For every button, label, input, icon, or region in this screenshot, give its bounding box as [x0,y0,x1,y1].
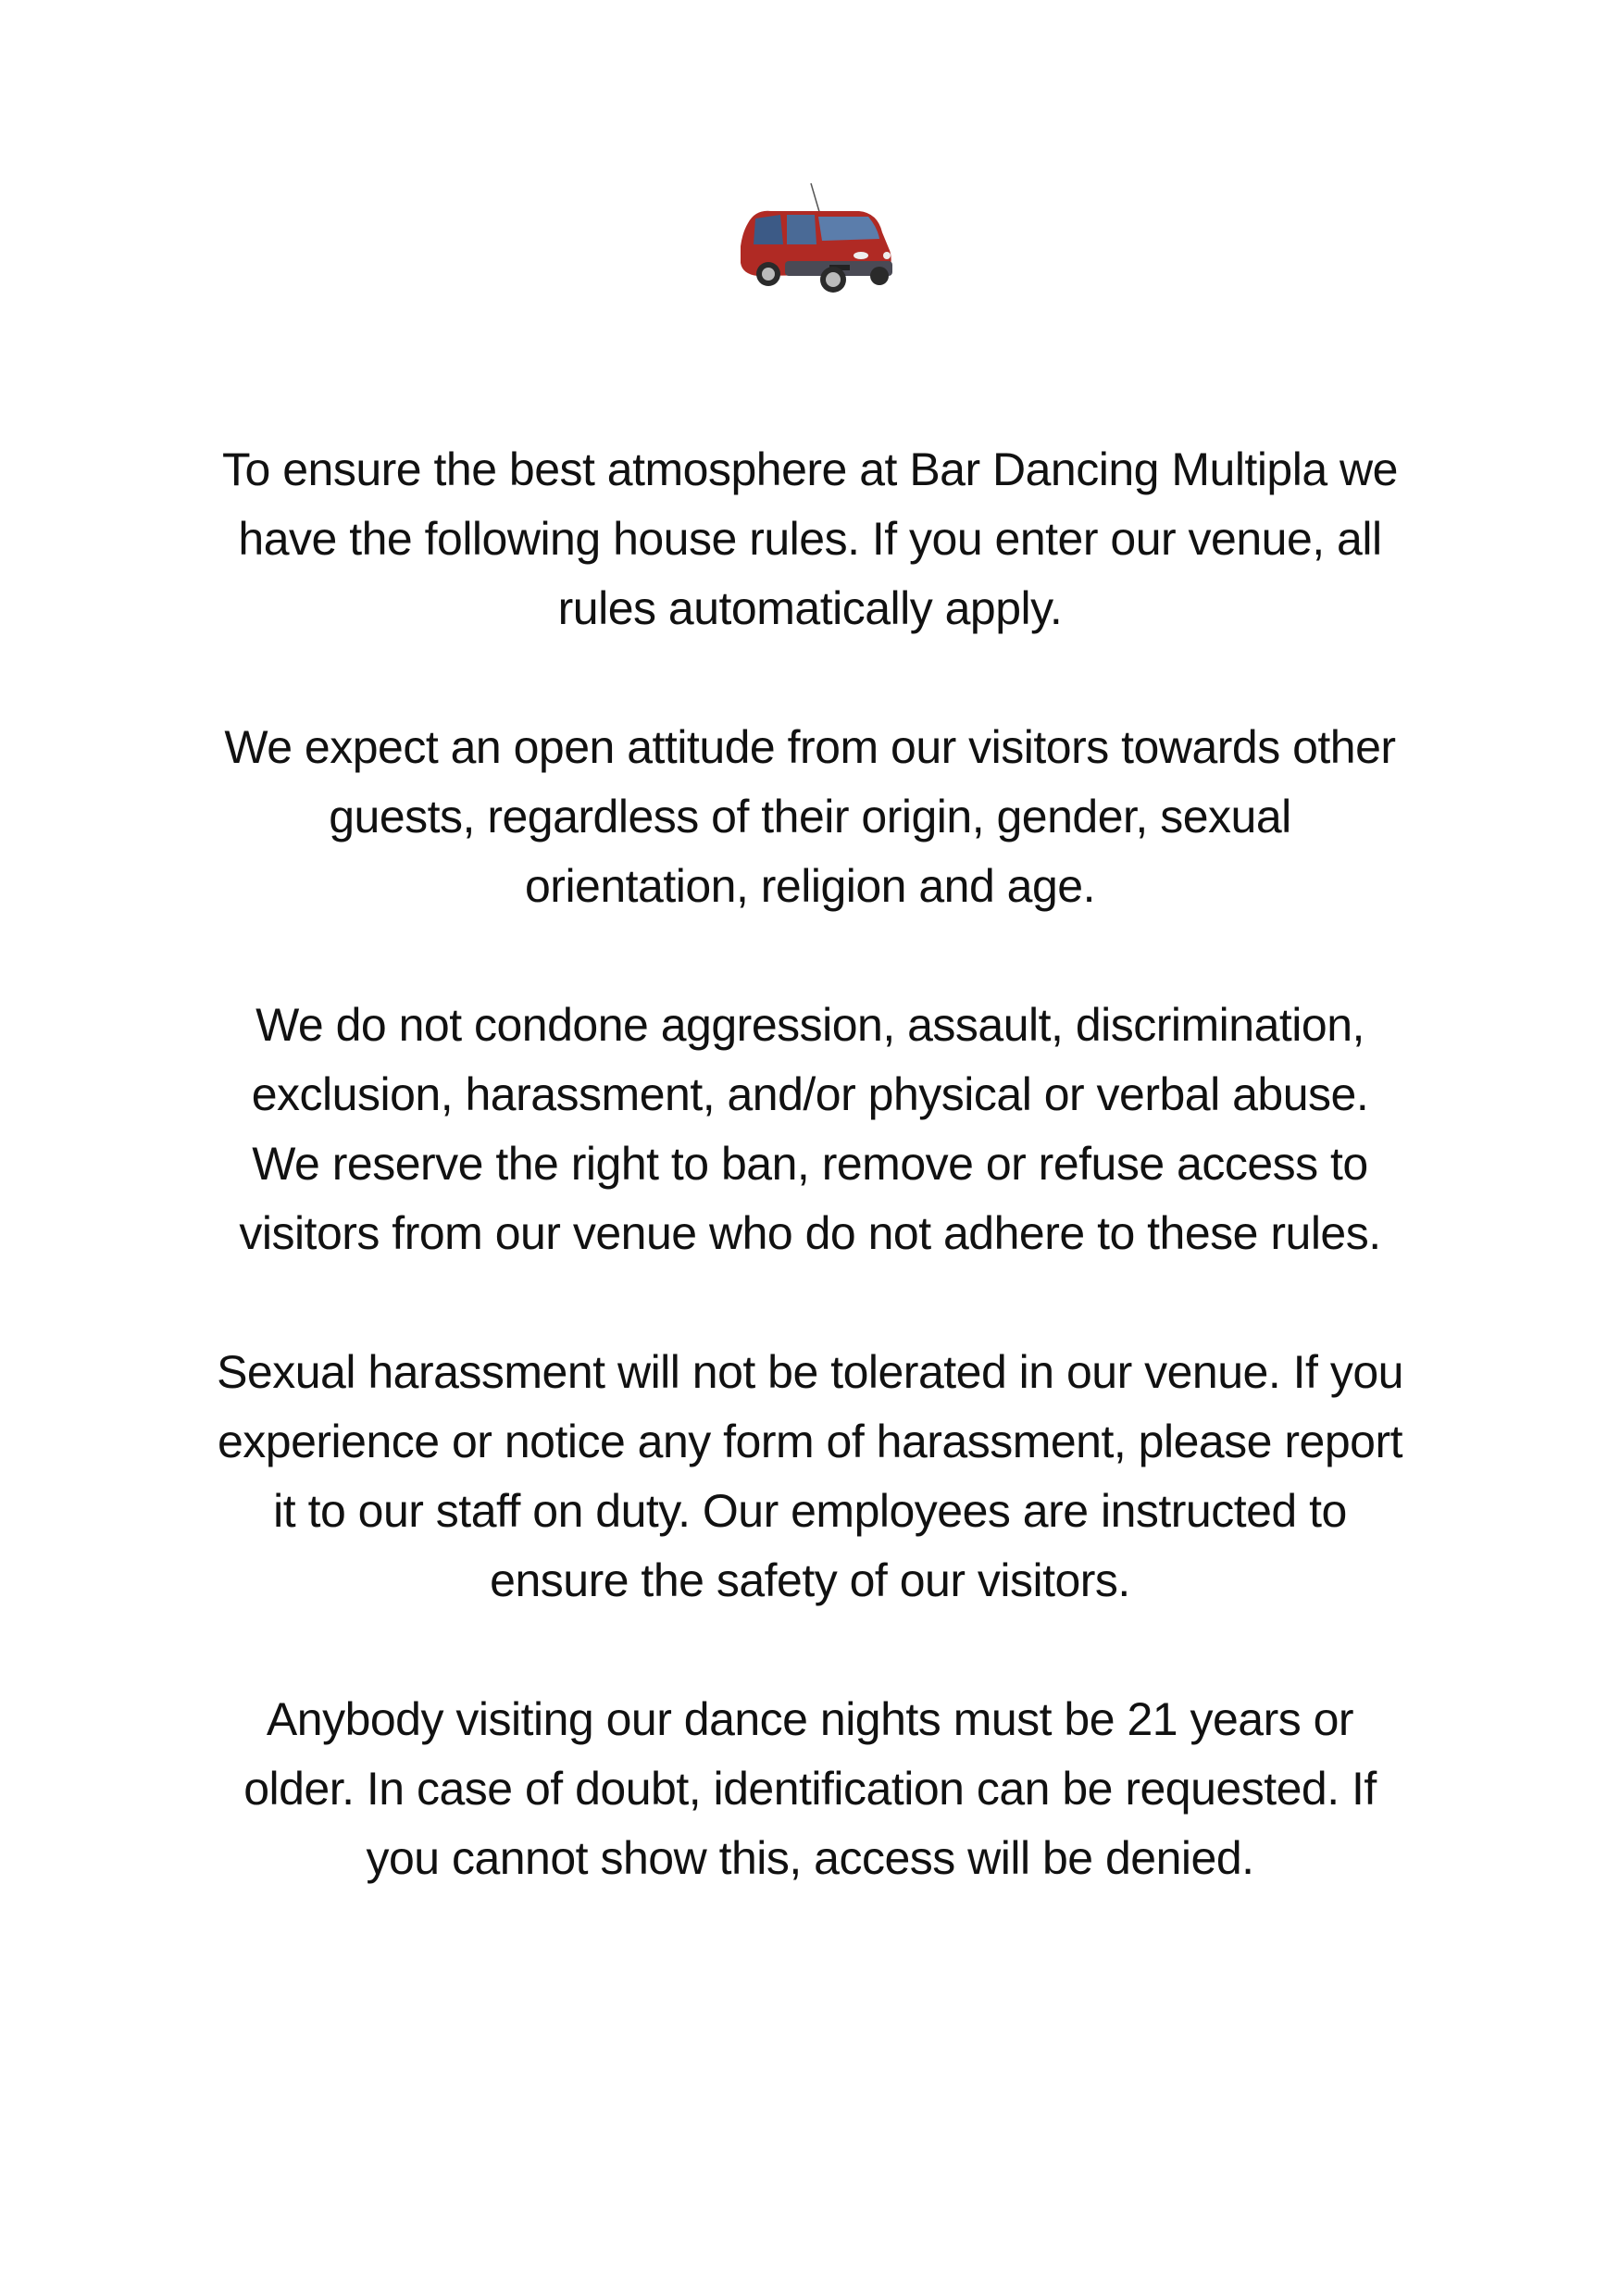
intro-paragraph: To ensure the best atmosphere at Bar Dancing Multipla we have the following house rules. If you enter our venue, all rules automatically apply. [222,443,1398,634]
age-requirement-paragraph: Anybody visiting our dance nights must be 21 years or older. In case of doubt, identification can be requested. If you cannot show this, access will be denied. [243,1693,1377,1884]
open-attitude-paragraph: We expect an open attitude from our visitors towards other guests, regardless of their origin, gender, sexual orientation, religion and age. [224,721,1396,912]
car-logo-icon [729,181,896,297]
no-aggression-paragraph: We do not condone aggression, assault, discrimination, exclusion, harassment, and/or physical or verbal abuse. We reserve the right to ban, remove or refuse access to visitors from our venue who do not adhere to these rules. [239,999,1381,1259]
sexual-harassment-paragraph: Sexual harassment will not be tolerated in our venue. If you experience or notice any form of harassment, please report it to our staff on duty. Our employees are instructed to ensure the safety of our visitors. [217,1346,1403,1606]
house-rules-text [213,435,1407,1963]
